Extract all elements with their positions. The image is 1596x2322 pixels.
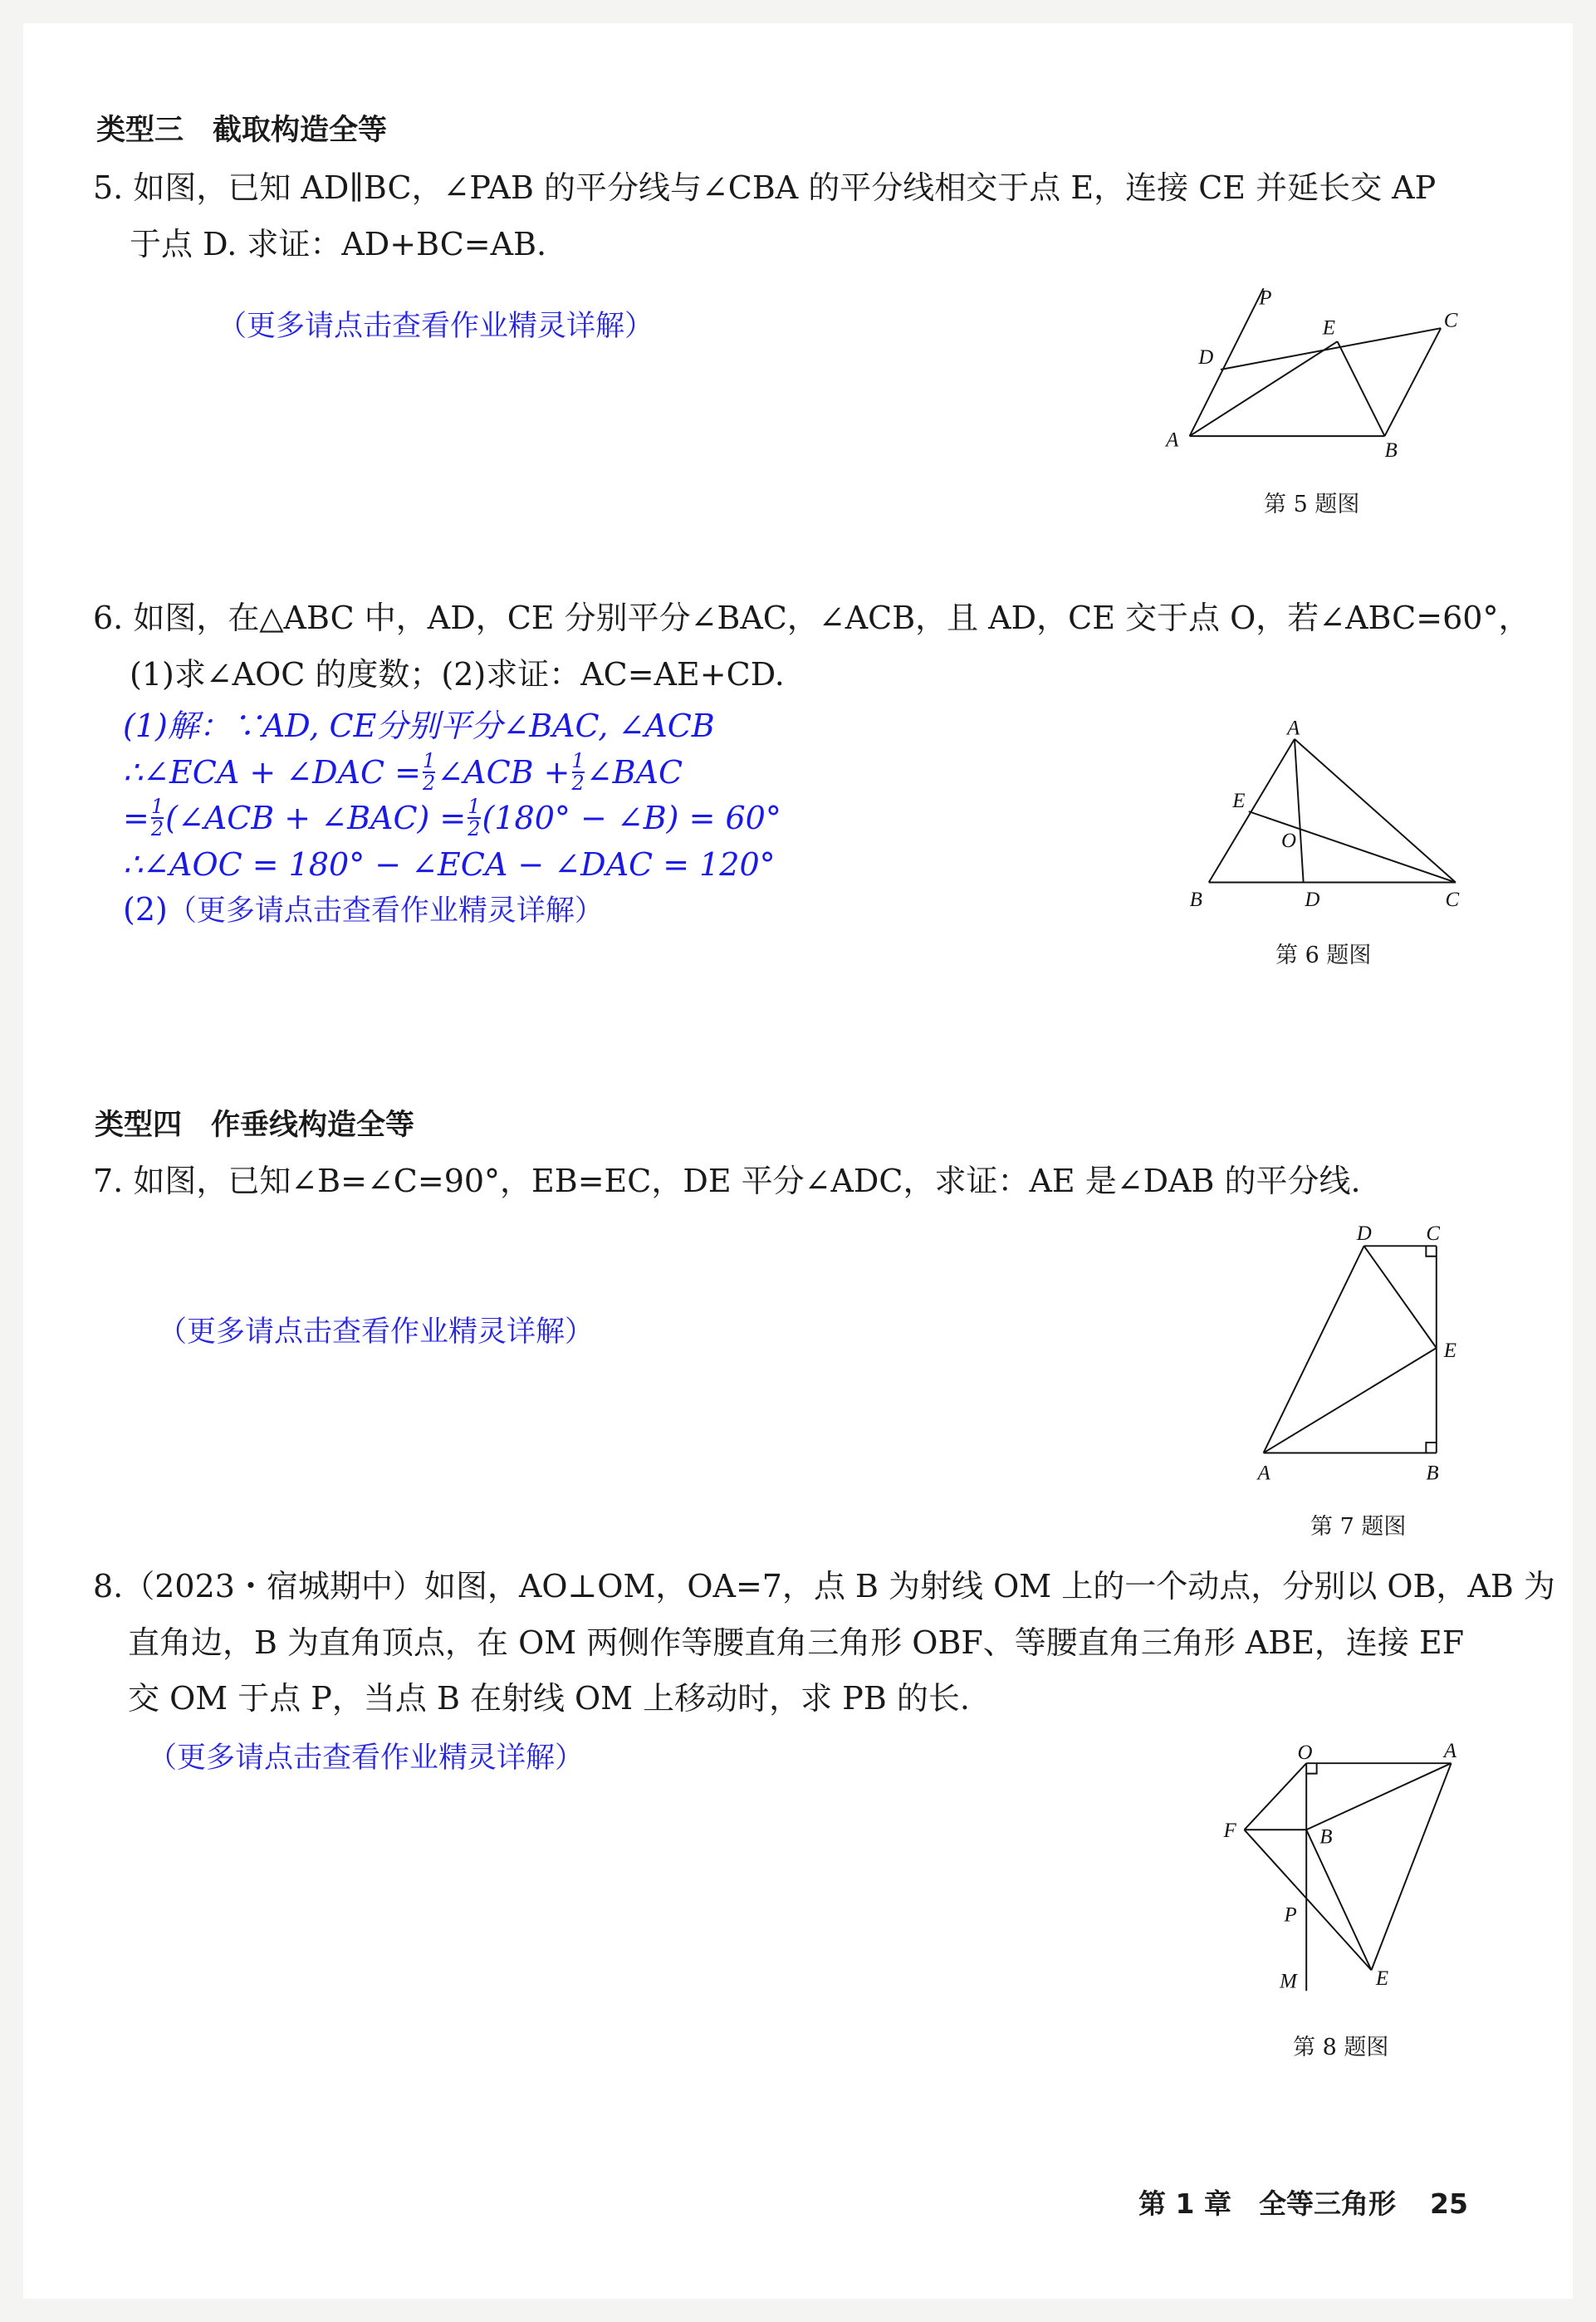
q6-solution-line4: ∴∠AOC = 180° − ∠ECA − ∠DAC = 120° xyxy=(123,846,776,883)
page-number: 25 xyxy=(1430,2187,1468,2220)
label-O: O xyxy=(1280,829,1296,852)
q6-part2-label: (2) xyxy=(123,891,168,928)
figure-5 xyxy=(1164,287,1458,462)
q6-figure-caption: 第 6 题图 xyxy=(1275,943,1372,968)
q6-solution-line1: (1)解：∵AD, CE分别平分∠BAC, ∠ACB xyxy=(123,708,715,744)
q8-figure-caption: 第 8 题图 xyxy=(1293,2035,1389,2060)
label-A: A xyxy=(1166,429,1179,452)
frac-num: 1 xyxy=(423,748,436,772)
q6-text-line2: (1)求∠AOC 的度数；(2)求证：AC=AE+CD. xyxy=(130,656,785,693)
label-D: D xyxy=(1198,345,1214,369)
q7-text-line1: 7. 如图，已知∠B=∠C=90°，EB=EC，DE 平分∠ADC，求证：AE 是∠DAB 的平分线. xyxy=(93,1163,1361,1199)
label-B: B xyxy=(1319,1825,1333,1849)
q6-sol2-a: ∴∠ECA + ∠DAC = xyxy=(123,754,422,791)
q8-text-line1: 8.（2023・宿城期中）如图，AO⊥OM，OA=7，点 B 为射线 OM 上的一个动点，分别以 OB，AB 为 xyxy=(93,1568,1555,1604)
label-A: A xyxy=(1443,1740,1456,1763)
q7-figure-caption: 第 7 题图 xyxy=(1310,1514,1407,1540)
label-E: E xyxy=(1232,789,1246,812)
section-title-4: 类型四 作垂线构造全等 xyxy=(95,1109,415,1142)
section-title-3: 类型三 截取构造全等 xyxy=(96,114,388,147)
figure-7 xyxy=(1256,1222,1456,1484)
label-E: E xyxy=(1443,1339,1456,1362)
q8-text-line2: 直角边，B 为直角顶点，在 OM 两侧作等腰直角三角形 OBF、等腰直角三角形 ABE，连接 EF xyxy=(128,1624,1465,1661)
q8-detail-link[interactable]: （更多请点击查看作业精灵详解） xyxy=(148,1742,585,1775)
q6-sol3-c: (180° − ∠B) = 60° xyxy=(482,800,781,836)
label-E: E xyxy=(1322,316,1335,340)
q7-detail-link[interactable]: （更多请点击查看作业精灵详解） xyxy=(158,1315,595,1349)
label-A: A xyxy=(1257,1462,1270,1485)
frac-num: 1 xyxy=(468,794,481,818)
q8-text-line3: 交 OM 于点 P，当点 B 在射线 OM 上移动时，求 PB 的长. xyxy=(128,1680,970,1717)
frac-den: 2 xyxy=(468,817,481,840)
footer-chapter: 第 1 章 全等三角形 xyxy=(1138,2187,1396,2220)
label-B: B xyxy=(1426,1462,1439,1485)
label-B: B xyxy=(1384,439,1398,463)
q5-text-line2: 于点 D. 求证：AD+BC=AB. xyxy=(130,226,547,262)
q5-figure-caption: 第 5 题图 xyxy=(1264,492,1360,517)
frac-den: 2 xyxy=(571,772,585,795)
label-P: P xyxy=(1259,287,1272,310)
q6-sol3-a: = xyxy=(123,800,149,836)
label-C: C xyxy=(1426,1222,1440,1246)
label-E: E xyxy=(1375,1967,1389,1991)
figure-8 xyxy=(1223,1740,1457,1993)
label-D: D xyxy=(1356,1222,1372,1246)
q6-detail-link[interactable]: （更多请点击查看作业精灵详解） xyxy=(167,894,604,928)
label-P: P xyxy=(1284,1903,1297,1927)
label-B: B xyxy=(1189,889,1202,912)
q6-text-line1: 6. 如图，在△ABC 中，AD，CE 分别平分∠BAC，∠ACB，且 AD，CE 交于点 O，若∠ABC=60°， xyxy=(93,600,1530,636)
label-F: F xyxy=(1223,1820,1236,1843)
frac-den: 2 xyxy=(423,772,436,795)
label-M: M xyxy=(1280,1970,1297,1993)
figure-6 xyxy=(1190,718,1460,911)
q6-sol2-b: ∠ACB + xyxy=(437,754,570,791)
q6-sol2-c: ∠BAC xyxy=(585,754,683,791)
label-C: C xyxy=(1443,309,1458,332)
frac-num: 1 xyxy=(571,748,585,772)
label-O: O xyxy=(1297,1741,1313,1764)
label-A: A xyxy=(1287,717,1300,740)
frac-den: 2 xyxy=(150,817,164,840)
frac-num: 1 xyxy=(150,794,164,818)
label-C: C xyxy=(1445,889,1460,912)
label-D: D xyxy=(1305,889,1320,912)
q6-sol3-b: (∠ACB + ∠BAC) = xyxy=(165,800,467,836)
q5-detail-link[interactable]: （更多请点击查看作业精灵详解） xyxy=(218,310,654,343)
q5-text-line1: 5. 如图，已知 AD∥BC，∠PAB 的平分线与∠CBA 的平分线相交于点 E，连接 CE 并延长交 AP xyxy=(93,169,1437,206)
